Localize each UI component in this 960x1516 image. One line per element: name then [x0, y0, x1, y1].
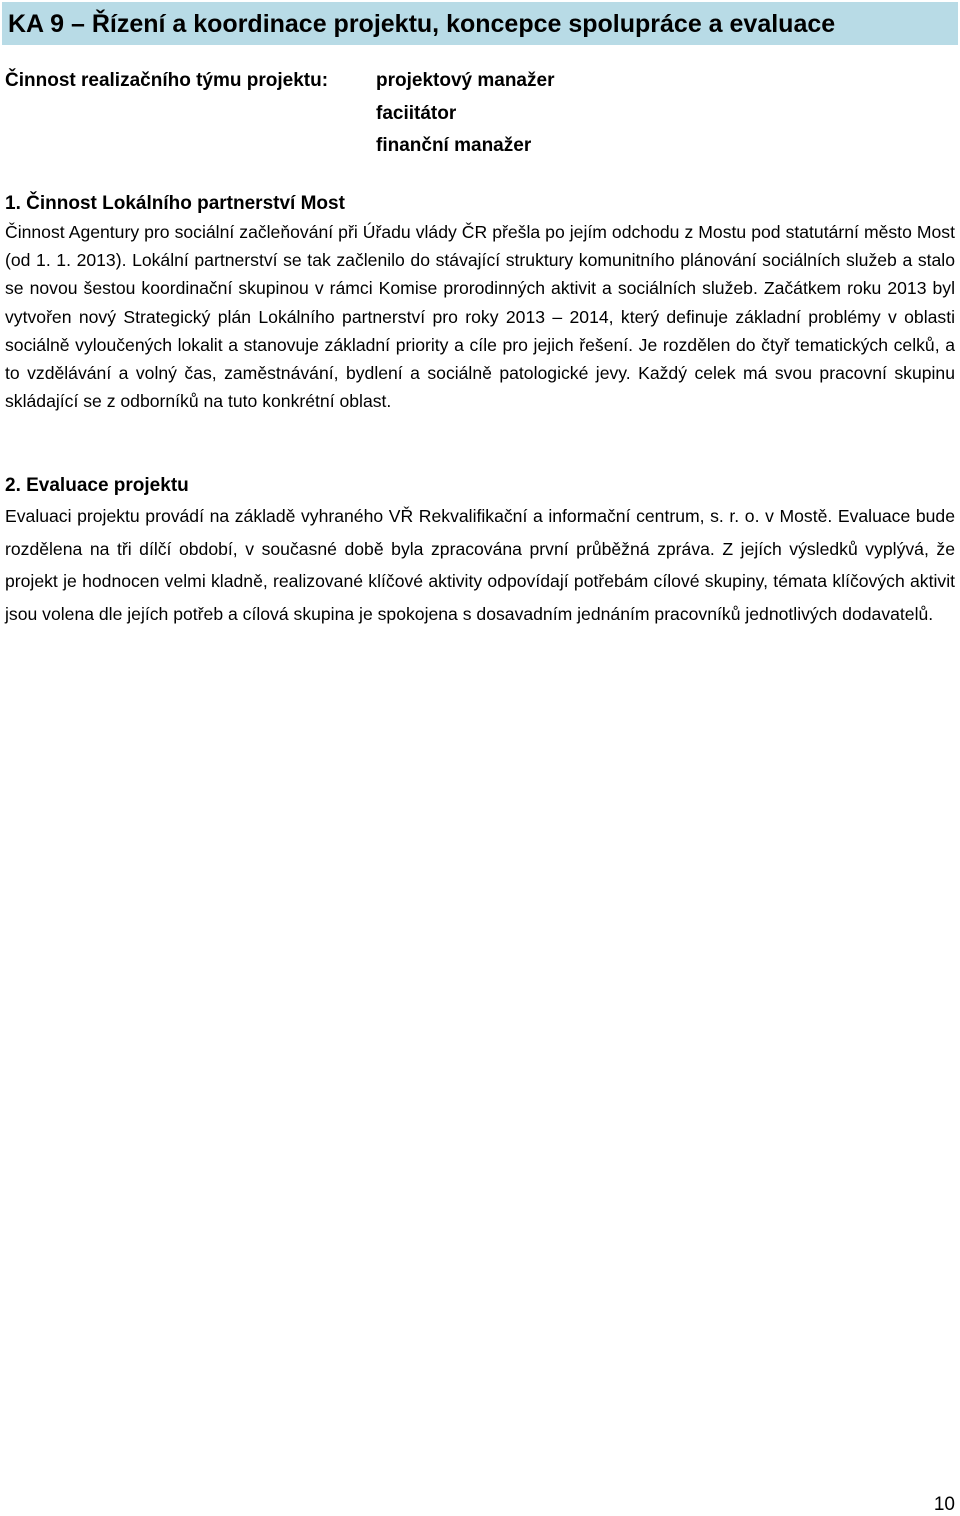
- team-label: Činnost realizačního týmu projektu:: [5, 70, 329, 91]
- chapter-title: KA 9 – Řízení a koordinace projektu, koncepce spolupráce a evaluace: [8, 10, 836, 38]
- team-roles-list: [376, 69, 554, 167]
- chapter-heading-bar: [2, 2, 958, 45]
- section-2-heading: 2. Evaluace projektu: [5, 475, 189, 496]
- section-2-paragraph: Evaluaci projektu provádí na základě vyhraného VŘ Rekvalifikační a informační centrum, s. r. o. v Mostě. Evaluace bude rozdělena na tři dílčí období, v současné době byla zpracována první průběžná zpráva. Z jejích výsledků vyplývá, že projekt je hodnocen velmi kladně, realizované klíčové aktivity odpovídají potřebám cílové skupiny, témata klíčových aktivit jsou volena dle jejích potřeb a cílová skupina je spokojena s dosavadním jednáním pracovníků jednotlivých dodavatelů.: [5, 506, 955, 624]
- section-1-paragraph: Činnost Agentury pro sociální začleňování při Úřadu vlády ČR přešla po jejím odchodu z Mostu pod statutární město Most (od 1. 1. 2013). Lokální partnerství se tak začlenilo do stávající struktury komunitního plánování sociálních služeb a stalo se novou šestou koordinační skupinou v rámci Komise prorodinných aktivit a sociálních služeb. Začátkem roku 2013 byl vytvořen nový Strategický plán Lokálního partnerství pro roky 2013 – 2014, který definuje základní problémy v oblasti sociálně vyloučených lokalit a stanovuje základní priority a cíle pro jejich řešení. Je rozdělen do čtyř tematických celků, a to vzdělávání a volný čas, zaměstnávání, bydlení a sociálně patologické jevy. Každý celek má svou pracovní skupinu skládající se z odborníků na tuto konkrétní oblast.: [5, 222, 955, 412]
- page-number: 10: [933, 1494, 955, 1515]
- team-role-item: faciitátor: [376, 102, 457, 124]
- team-role-item: finanční manažer: [376, 135, 532, 156]
- section-1-heading: 1. Činnost Lokálního partnerství Most: [5, 193, 345, 214]
- team-role-item: projektový manažer: [376, 70, 555, 91]
